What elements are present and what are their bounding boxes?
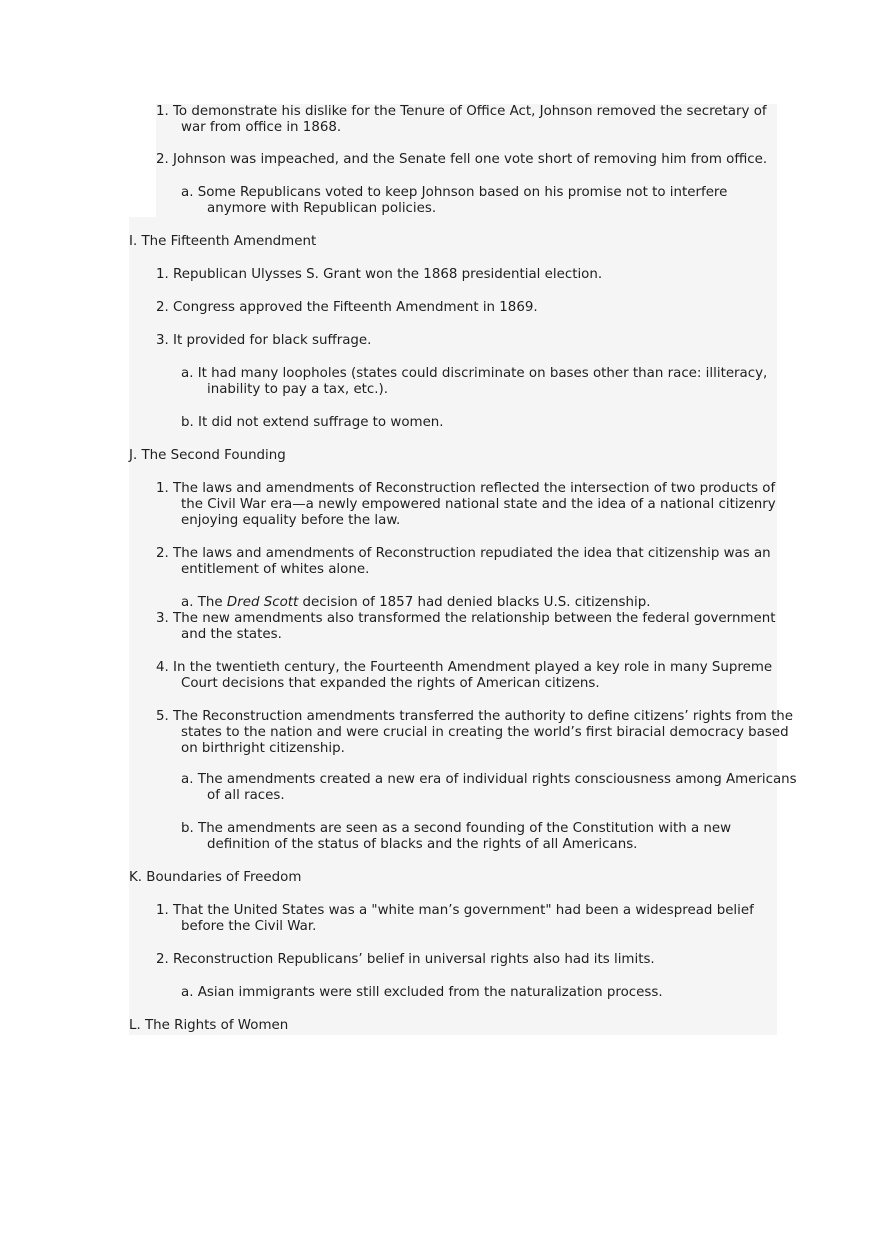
- outline-item-line: war from office in 1868.: [181, 120, 342, 135]
- outline-subitem-line: a. Some Republicans voted to keep Johnson based on his promise not to interfere: [181, 185, 728, 200]
- outline-item-line: the Civil War era—a newly empowered national state and the idea of a national citizenry: [181, 497, 776, 512]
- outline-item-line: 1. To demonstrate his dislike for the Tenure of Office Act, Johnson removed the secretary of: [156, 104, 767, 119]
- outline-subitem-line: inability to pay a tax, etc.).: [207, 382, 389, 397]
- outline-item-line: 5. The Reconstruction amendments transferred the authority to define citizens’ rights from the: [156, 709, 793, 724]
- outline-item-line: before the Civil War.: [181, 919, 317, 934]
- outline-subitem-line: of all races.: [207, 788, 285, 803]
- outline-item-line: Court decisions that expanded the rights of American citizens.: [181, 676, 600, 691]
- outline-item-line: enjoying equality before the law.: [181, 513, 401, 528]
- outline-subitem-line: a. The Dred Scott decision of 1857 had denied blacks U.S. citizenship.: [181, 595, 651, 610]
- outline-subitem-line: a. The amendments created a new era of individual rights consciousness among Americans: [181, 772, 797, 787]
- outline-subitem-line: a. It had many loopholes (states could discriminate on bases other than race: illiteracy,: [181, 366, 768, 381]
- section-heading: J. The Second Founding: [129, 448, 286, 463]
- outline-subitem-line: definition of the status of blacks and the rights of all Americans.: [207, 837, 638, 852]
- outline-item-line: entitlement of whites alone.: [181, 562, 370, 577]
- outline-item-line: 1. That the United States was a "white man’s government" had been a widespread belief: [156, 903, 754, 918]
- outline-item-line: states to the nation and were crucial in creating the world’s first biracial democracy based: [181, 725, 789, 740]
- outline-item-line: 3. The new amendments also transformed the relationship between the federal government: [156, 611, 776, 626]
- outline-item-line: 2. Congress approved the Fifteenth Amendment in 1869.: [156, 300, 538, 315]
- section-heading: I. The Fifteenth Amendment: [129, 234, 317, 249]
- outline-item-line: 3. It provided for black suffrage.: [156, 333, 372, 348]
- section-heading: L. The Rights of Women: [129, 1018, 289, 1033]
- outline-item-line: 2. The laws and amendments of Reconstruction repudiated the idea that citizenship was an: [156, 546, 771, 561]
- outline-item-line: 2. Johnson was impeached, and the Senate fell one vote short of removing him from office.: [156, 152, 768, 167]
- outline-item-line: 4. In the twentieth century, the Fourteenth Amendment played a key role in many Supreme: [156, 660, 773, 675]
- outline-subitem-line: a. Asian immigrants were still excluded from the naturalization process.: [181, 985, 663, 1000]
- outline-subitem-line: anymore with Republican policies.: [207, 201, 437, 216]
- outline-item-line: on birthright citizenship.: [181, 741, 345, 756]
- outline-item-line: 1. Republican Ulysses S. Grant won the 1868 presidential election.: [156, 267, 603, 282]
- outline-item-line: 2. Reconstruction Republicans’ belief in universal rights also had its limits.: [156, 952, 655, 967]
- section-heading: K. Boundaries of Freedom: [129, 870, 302, 885]
- outline-item-line: 1. The laws and amendments of Reconstruction reflected the intersection of two products of: [156, 481, 776, 496]
- outline-subitem-line: b. It did not extend suffrage to women.: [181, 415, 444, 430]
- outline-subitem-line: b. The amendments are seen as a second founding of the Constitution with a new: [181, 821, 732, 836]
- outline-item-line: and the states.: [181, 627, 282, 642]
